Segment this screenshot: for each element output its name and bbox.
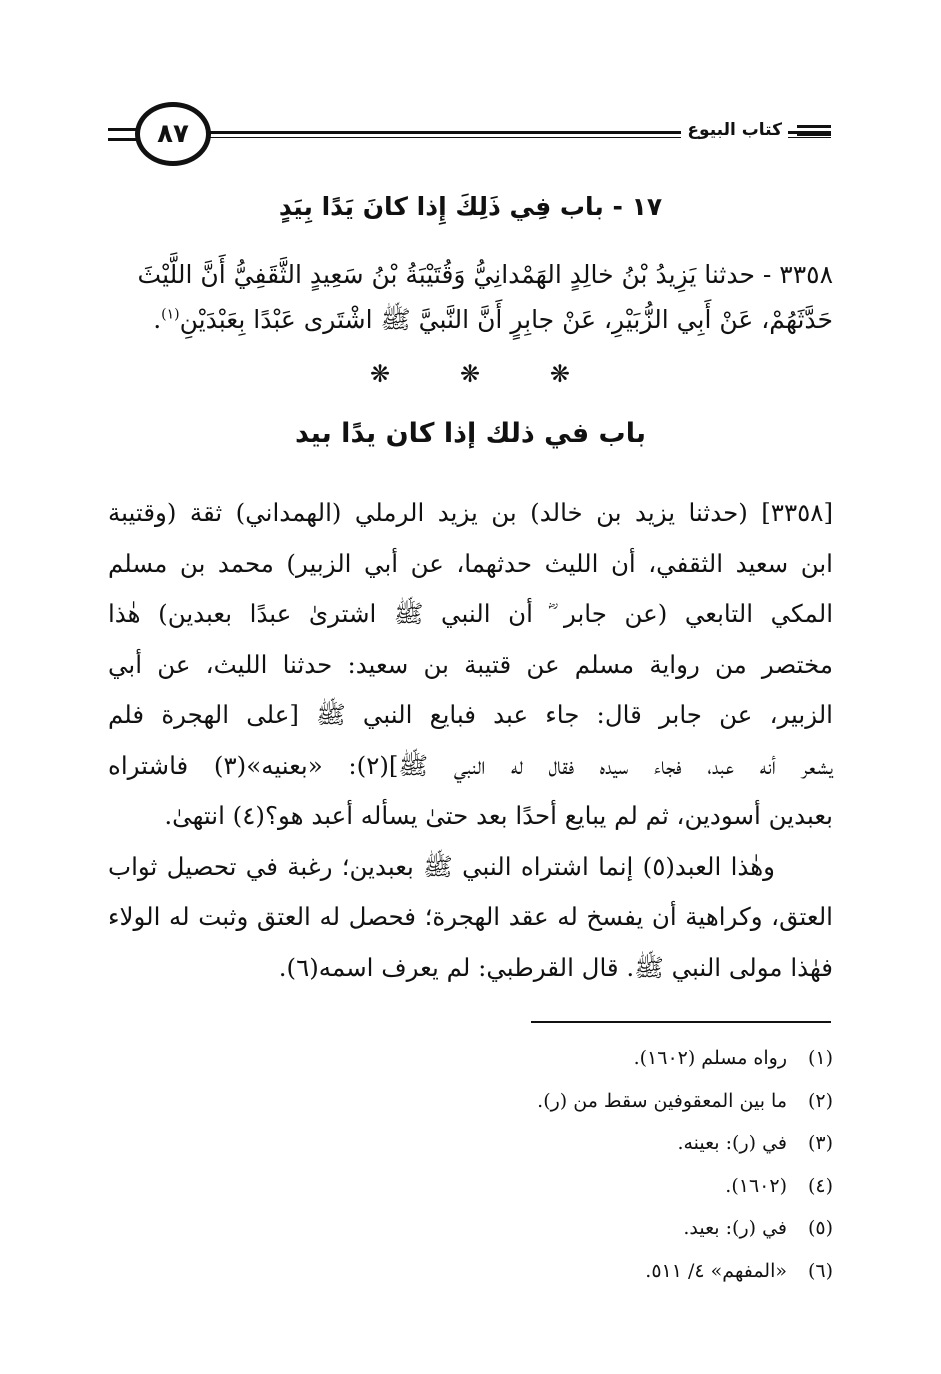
footnote-text: ما بين المعقوفين سقط من (ر). [537, 1089, 787, 1112]
commentary-line: الزبير، عن جابر قال: جاء عبد فبايع النبي ﷺ [على الهجرة فلم [108, 700, 833, 729]
footnote-text: (١٦٠٢). [725, 1174, 787, 1197]
footnote-number: (٥) [807, 1217, 833, 1239]
header-rule-left-top [108, 128, 138, 131]
footnote-text: «المفهم» ٤/ ٥١١. [645, 1259, 787, 1282]
commentary-line: ابن سعيد الثقفي، أن الليث حدثهما، عن أبي الزبير) محمد بن مسلم [108, 548, 833, 578]
footnote [413, 1165, 833, 1208]
hadith-line [108, 297, 833, 342]
footnotes [413, 1037, 833, 1292]
footnote-text: في (ر): بعينه. [677, 1132, 787, 1154]
footnote-number: (٤) [807, 1174, 833, 1197]
chapter-heading: ١٧ - باب فِي ذَلِكَ إِذا كانَ يَدًا بِيَدٍ [278, 192, 663, 221]
commentary-line: المكي التابعي (عن جابر ؓ أن النبي ﷺ اشترىٰ عبدًا بعبدين) هٰذا [108, 599, 833, 628]
commentary-line: العتق، وكراهية أن يفسخ له عقد الهجرة؛ فحصل له العتق وثبت له الولاء [108, 902, 833, 931]
separator-star: ❋ [459, 360, 481, 388]
book-title: كتاب البيوع [681, 120, 788, 140]
page-number: ٨٧ [135, 102, 211, 166]
footnote-divider [531, 1021, 831, 1023]
footnote-text: رواه مسلم (١٦٠٢). [633, 1047, 787, 1069]
footnote [413, 1207, 833, 1250]
commentary-line: بعبدين أسودين، ثم لم يبايع أحدًا بعد حتىٰ يسأله أعبد هو؟(٤) انتهىٰ. [164, 801, 833, 830]
footnote [413, 1122, 833, 1165]
footnote [413, 1037, 833, 1080]
section-separator [370, 360, 570, 388]
footnote-ref: (١) [161, 306, 180, 323]
commentary-line: يشعر أنه عبد، فجاء سيده فقال له النبي ﷺ](٢): «بعنيه»(٣) فاشتراه [108, 750, 834, 780]
footnote-number: (١) [807, 1047, 833, 1069]
footnote-number: (٦) [807, 1259, 833, 1282]
header-rule-right-top [797, 125, 831, 128]
commentary-text [108, 488, 833, 993]
header-rule-right-bottom [797, 133, 831, 136]
commentary-line: فهٰذا مولى النبي ﷺ. قال القرطبي: لم يعرف اسمه(٦). [278, 952, 833, 982]
commentary-line: مختصر من رواية مسلم عن قتيبة بن سعيد: حدثنا الليث، عن أبي [108, 649, 833, 679]
commentary-heading: باب في ذلك إذا كان يدًا بيد [295, 418, 646, 449]
commentary-line: وهٰذا العبد(٥) إنما اشتراه النبي ﷺ بعبدين؛ رغبة في تحصيل ثواب [108, 851, 776, 881]
commentary-line: [٣٣٥٨] (حدثنا يزيد بن خالد) بن يزيد الرملي (الهمداني) ثقة (وقتيبة [108, 498, 833, 527]
footnote [413, 1080, 833, 1123]
separator-star: ❋ [549, 360, 570, 388]
hadith-line-text: حَدَّثَهُمْ، عَنْ أَبِي الزُّبَيْرِ، عَنْ جابِرٍ أَنَّ النَّبيَّ ﷺ اشْتَرى عَبْدًا بِعَبْدَيْنِ [179, 305, 833, 334]
footnote [413, 1250, 833, 1293]
footnote-number: (٣) [807, 1132, 833, 1154]
separator-star: ❋ [370, 360, 391, 388]
footnote-text: في (ر): بعيد. [683, 1217, 787, 1239]
header-rule-left-bottom [108, 138, 138, 141]
footnote-number: (٢) [807, 1089, 833, 1112]
hadith-end: . [153, 305, 162, 334]
hadith-line: ٣٣٥٨ - حدثنا يَزِيدُ بْنُ خالِدٍ الهَمْدانِيُّ وَقُتَيْبَةُ بْنُ سَعِيدٍ الثَّقَفِيُّ أَنَّ اللَّيْثَ [137, 260, 833, 289]
hadith-text [108, 252, 833, 342]
